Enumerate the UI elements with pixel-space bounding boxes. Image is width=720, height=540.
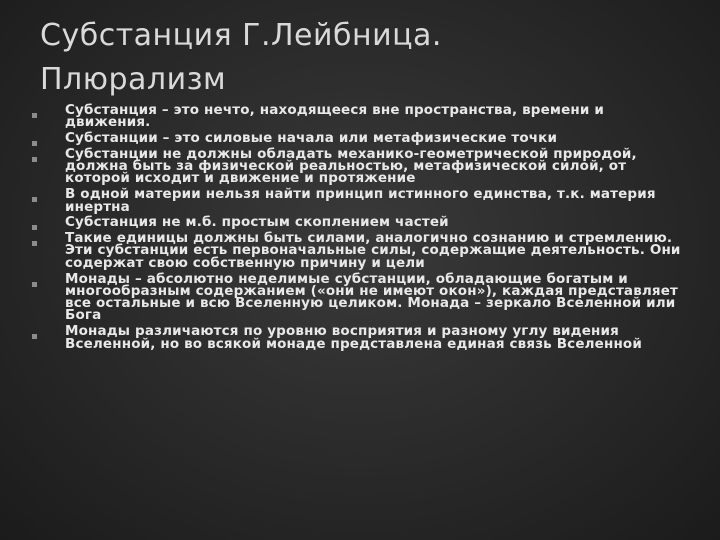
bullet-text: Монады различаются по уровню восприятия и разному углу видения Вселенной, но во всякой монаде представлена единая связь Вселенной [65,323,642,352]
bullet-item [26,270,690,324]
bullet-item [26,130,690,147]
bullet-list [26,104,690,353]
slide-title [40,14,640,102]
square-bullet-icon [32,113,37,118]
bullet-text: Субстанции – это силовые начала или метафизические точки [65,130,558,147]
bullet-item [26,145,690,187]
square-bullet-icon [32,157,37,162]
bullet-text: Субстанции не должны обладать механико-геометрической природой, должна быть за физической реальностью, метафизической силой, от которой исходит и движение и протяжение [65,145,637,187]
bullet-text: Субстанция – это нечто, находящееся вне пространства, времени и движения. [65,102,604,131]
bullet-item [26,325,690,350]
title-line-1: Субстанция Г.Лейбница. [40,18,442,53]
square-bullet-icon [32,241,37,246]
square-bullet-icon [32,197,37,202]
bullet-text: Монады – абсолютно неделимые субстанции, обладающие богатым и многообразным содержанием («они не имеют окон»), каждая представляет все остальные и всю Вселенную целиком. Монада – зеркало Вселенной или Бога [65,270,679,324]
title-line-2: Плюрализм [40,62,227,97]
bullet-text: Такие единицы должны быть силами, аналогично сознанию и стремлению. Эти субстанции есть первоначальные силы, содержащие деятельность. Они содержат свою собственную причину и цели [65,230,681,271]
square-bullet-icon [32,141,37,146]
square-bullet-icon [32,225,37,230]
bullet-text: Субстанция не м.б. простым скоплением частей [65,214,449,231]
bullet-text: В одной материи нельзя найти принцип истинного единства, т.к. материя инертна [65,186,656,215]
square-bullet-icon [32,282,37,287]
bullet-item [26,232,690,269]
bullet-item [26,214,690,231]
bullet-item [26,104,690,129]
square-bullet-icon [32,334,37,339]
bullet-item [26,188,690,213]
